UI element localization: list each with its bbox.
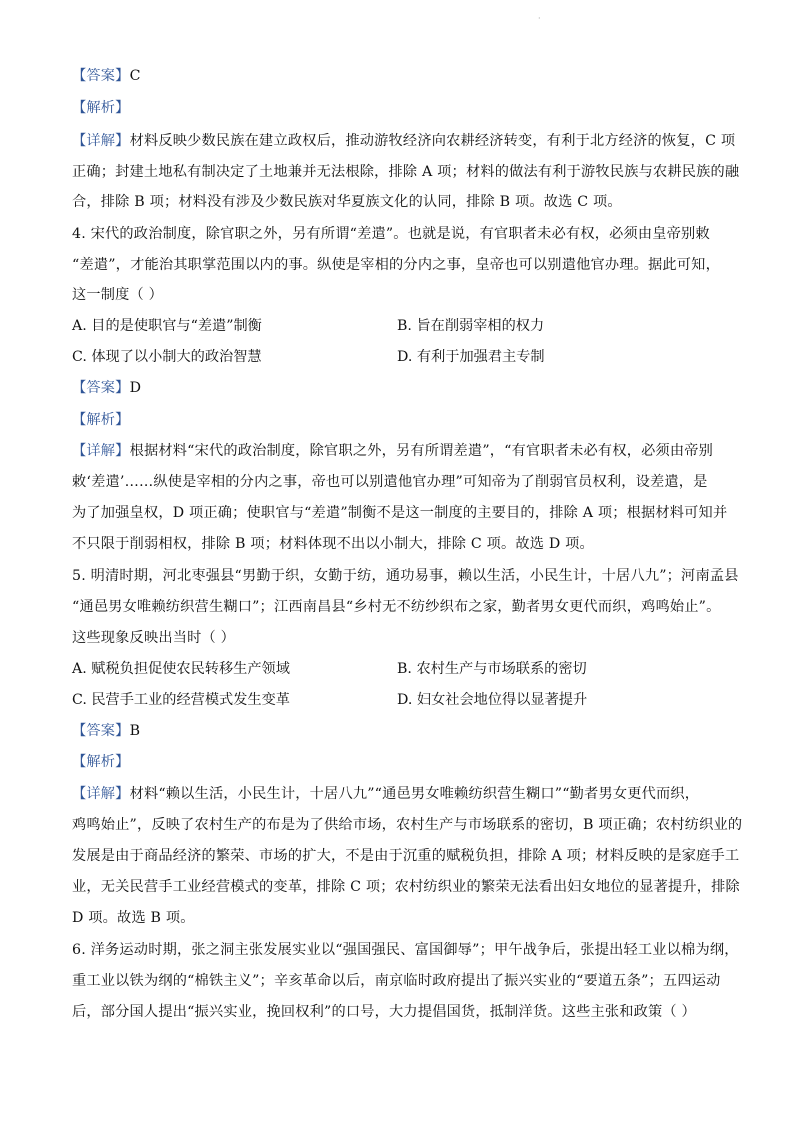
detail-tag: 【详解】: [72, 786, 130, 802]
q5-stem-line: “通邑男女唯赖纺织营生糊口”；江西南昌县“乡村无不纺纱织布之家，勤者男女更代而织，鸡鸣始止”。: [72, 599, 721, 615]
q6-stem-line: 重工业以铁为纲的“棉铁主义”；辛亥革命以后，南京临时政府提出了振兴实业的“要道五条”；五四运动: [72, 973, 721, 989]
q5-detail-line: [72, 784, 699, 804]
q4-option-c: C. 体现了以小制大的政治智慧: [72, 349, 262, 365]
q4-option-a: A. 目的是使职官与“差遣”制衡: [72, 318, 262, 334]
q5-option-c: C. 民营手工业的经营模式发生变革: [72, 692, 290, 708]
q5-stem-line: 这些现象反映出当时（ ）: [72, 630, 235, 646]
q4-stem-line: 4. 宋代的政治制度，除官职之外，另有所谓“差遣”。也就是说，有官职者未必有权，必须由皇帝别敕: [72, 226, 710, 242]
answer-value: C: [129, 68, 141, 84]
q5-analysis-tag: 【解析】: [72, 754, 130, 770]
q4-option-d: D. 有利于加强君主专制: [397, 349, 545, 365]
q4-stem-line: “差遣”，才能治其职掌范围以内的事。纵使是宰相的分内之事，皇帝也可以别遣他官办理。据此可知，: [72, 257, 720, 273]
detail-text: 根据材料“宋代的政治制度，除官职之外，另有所谓差遣”，“有官职者未必有权，必须由帝别: [129, 443, 714, 459]
q5-answer: [72, 721, 140, 741]
answer-tag: 【答案】: [72, 380, 130, 396]
q4-answer: [72, 378, 141, 398]
q5-stem-line: 5. 明清时期，河北枣强县“男勤于织，女勤于纺，通功易事，赖以生活，小民生计，十居八九”；河南孟县: [72, 568, 739, 584]
detail-text: 材料“赖以生活，小民生计，十居八九”“通邑男女唯赖纺织营生糊口”“勤者男女更代而织，: [129, 786, 700, 802]
q4-stem-line: 这一制度（ ）: [72, 287, 164, 303]
q3-detail-line: [72, 131, 735, 151]
answer-value: D: [129, 380, 142, 396]
answer-tag: 【答案】: [72, 68, 130, 84]
q4-analysis-tag: 【解析】: [72, 412, 130, 428]
q3-answer: [72, 66, 141, 86]
page-marker-dot: ·: [538, 14, 541, 23]
q4-detail-line: 为了加强皇权，D 项正确；使职官与“差遣”制衡不是这一制度的主要目的，排除 A 项；根据材料可知并: [72, 505, 728, 521]
detail-tag: 【详解】: [72, 443, 130, 459]
q3-detail-line: 正确；封建土地私有制决定了土地兼并无法根除，排除 A 项；材料的做法有利于游牧民族与农耕民族的融: [72, 164, 740, 180]
q6-stem-line: 6. 洋务运动时期，张之洞主张发展实业以“强国强民、富国御辱”；甲午战争后，张提出轻工业以棉为纲，: [72, 942, 739, 958]
q4-option-b: B. 旨在削弱宰相的权力: [397, 318, 545, 334]
answer-value: B: [129, 723, 141, 739]
q5-option-a: A. 赋税负担促使农民转移生产领域: [72, 661, 290, 677]
q5-option-d: D. 妇女社会地位得以显著提升: [397, 692, 588, 708]
detail-text: 材料反映少数民族在建立政权后，推动游牧经济向农耕经济转变，有利于北方经济的恢复，C 项: [129, 133, 736, 149]
q5-detail-line: D 项。故选 B 项。: [72, 910, 195, 926]
detail-tag: 【详解】: [72, 133, 130, 149]
q4-detail-line: 不只限于削弱相权，排除 B 项；材料体现不出以小制大，排除 C 项。故选 D 项。: [72, 536, 594, 552]
q5-option-b: B. 农村生产与市场联系的密切: [397, 661, 587, 677]
answer-tag: 【答案】: [72, 723, 130, 739]
q4-detail-line: [72, 441, 713, 461]
q5-detail-line: 发展是由于商品经济的繁荣、市场的扩大，不是由于沉重的赋税负担，排除 A 项；材料反映的是家庭手工: [72, 848, 740, 864]
q3-detail-line: 合，排除 B 项；材料没有涉及少数民族对华夏族文化的认同，排除 B 项。故选 C 项。: [72, 194, 622, 210]
q5-detail-line: 业，无关民营手工业经营模式的变革，排除 C 项；农村纺织业的繁荣无法看出妇女地位的显著提升，排除: [72, 879, 740, 895]
q6-stem-line: 后，部分国人提出“振兴实业，挽回权利”的口号，大力提倡国货，抵制洋货。这些主张和政策（ ）: [72, 1004, 696, 1020]
q4-detail-line: 敕‘差遣’……纵使是宰相的分内之事，帝也可以别遣他官办理”可知帝为了削弱官员权利，设差遣，是: [72, 474, 708, 490]
q5-detail-line: 鸡鸣始止”，反映了农村生产的布是为了供给市场，农村生产与市场联系的密切，B 项正确；农村纺织业的: [72, 817, 743, 833]
q3-analysis-tag: 【解析】: [72, 100, 130, 116]
